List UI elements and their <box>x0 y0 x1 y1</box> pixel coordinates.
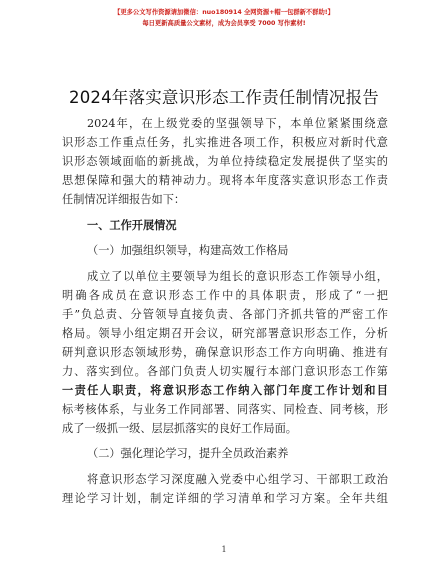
paragraph-line: 成了一级抓一级、层层抓落实的良好工作局面。 <box>62 422 297 435</box>
paragraph-line: 标考核体系，与业务工作同部署、同落实、同检查、同考核，形 <box>62 403 388 416</box>
intro-line: 识形态领域面临的新挑战，为单位持续稳定发展提供了坚实的 <box>62 155 388 168</box>
promo-banner-line-2: 每日更新高质量公文素材，成为会员享受 7000 写作素材! <box>142 20 306 27</box>
paragraph-line: 理论学习计划，制定详细的学习清单和学习方案。全年共组 <box>62 492 388 505</box>
intro-line: 识形态工作重点任务，扎实推进各项工作，积极应对新时代意 <box>62 136 388 149</box>
paragraph-line: 研判意识形态领域形势，确保意识形态工作方向明确、推进有 <box>62 346 388 359</box>
paragraph-line: 格局。领导小组定期召开会议，研究部署意识形态工作，分析 <box>62 327 388 340</box>
paragraph-line: 力、落实到位。各部门负责人切实履行本部门意识形态工作第 <box>62 365 388 378</box>
paragraph-line: 成立了以单位主要领导为组长的意识形态工作领导小组， <box>87 270 388 283</box>
document-title: 2024年落实意识形态工作责任制情况报告 <box>69 88 379 107</box>
intro-line: 任制情况详细报告如下： <box>62 193 186 206</box>
section-heading: 一、工作开展情况 <box>87 219 177 232</box>
intro-line: 思想保障和强大的精神动力。现将本年度落实意识形态工作责 <box>62 174 388 187</box>
paragraph-line: 将意识形态学习深度融入党委中心组学习、干部职工政治 <box>87 473 388 486</box>
subsection-heading: （二）强化理论学习，提升全员政治素养 <box>87 447 289 460</box>
intro-line: 2024年，在上级党委的坚强领导下，本单位紧紧围绕意 <box>87 117 388 130</box>
paragraph-line-emphasis: 一责任人职责，将意识形态工作纳入部门年度工作计划和目 <box>62 384 388 397</box>
paragraph-line: 手”负总责、分管领导直接负责、各部门齐抓共管的严密工作 <box>62 308 388 321</box>
paragraph-line: 明确各成员在意识形态工作中的具体职责，形成了“一把 <box>62 289 388 302</box>
subsection-heading: （一）加强组织领导，构建高效工作格局 <box>87 244 289 257</box>
page-number: 1 <box>221 545 227 554</box>
promo-banner-line-1: 【更多公文写作资源请加微信：nuo180914 全网资源+帽一包群新不群助!】 <box>114 9 334 16</box>
